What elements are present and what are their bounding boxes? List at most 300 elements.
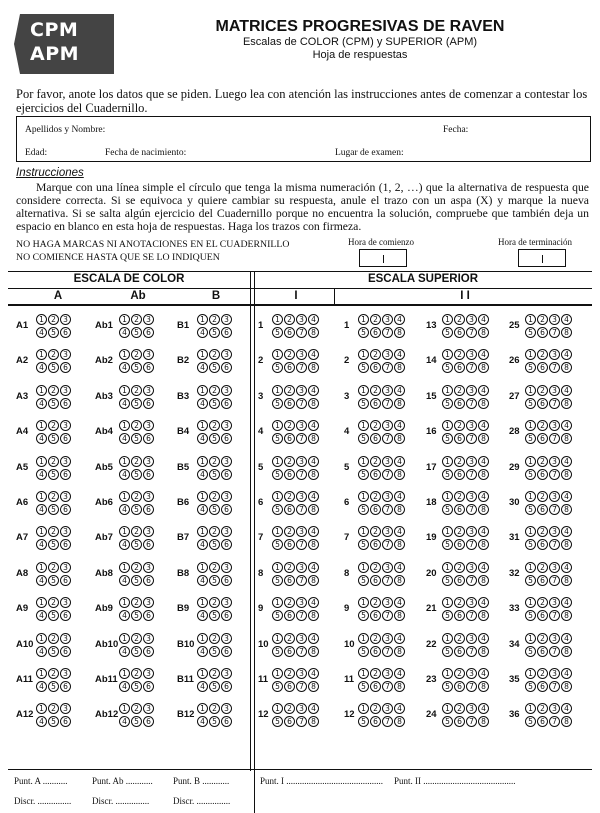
option-bubble[interactable]: 1 <box>272 491 283 502</box>
option-bubble[interactable]: 8 <box>394 469 405 480</box>
option-bubble[interactable]: 1 <box>525 456 536 467</box>
option-bubble[interactable]: 4 <box>197 681 208 692</box>
option-bubble[interactable]: 2 <box>537 420 548 431</box>
option-bubble[interactable]: 2 <box>454 456 465 467</box>
option-bubble[interactable]: 4 <box>561 562 572 573</box>
option-bubble[interactable]: 1 <box>119 420 130 431</box>
option-bubble[interactable]: 5 <box>525 469 536 480</box>
option-bubble[interactable]: 1 <box>442 456 453 467</box>
option-bubble[interactable]: 2 <box>209 633 220 644</box>
option-bubble[interactable]: 3 <box>382 526 393 537</box>
option-bubble[interactable]: 7 <box>549 539 560 550</box>
option-bubble[interactable]: 2 <box>131 633 142 644</box>
option-bubble[interactable]: 4 <box>561 668 572 679</box>
option-bubble[interactable]: 6 <box>370 646 381 657</box>
option-bubble[interactable]: 6 <box>60 362 71 373</box>
option-bubble[interactable]: 2 <box>537 526 548 537</box>
option-bubble[interactable]: 3 <box>466 526 477 537</box>
option-bubble[interactable]: 4 <box>561 456 572 467</box>
option-bubble[interactable]: 3 <box>60 703 71 714</box>
option-bubble[interactable]: 1 <box>358 385 369 396</box>
option-bubble[interactable]: 6 <box>60 716 71 727</box>
option-bubble[interactable]: 3 <box>382 420 393 431</box>
option-bubble[interactable]: 4 <box>197 504 208 515</box>
option-bubble[interactable]: 1 <box>119 314 130 325</box>
option-bubble[interactable]: 3 <box>296 597 307 608</box>
option-bubble[interactable]: 4 <box>36 681 47 692</box>
option-bubble[interactable]: 2 <box>537 562 548 573</box>
option-bubble[interactable]: 3 <box>466 562 477 573</box>
option-bubble[interactable]: 4 <box>561 385 572 396</box>
option-bubble[interactable]: 2 <box>284 314 295 325</box>
option-bubble[interactable]: 5 <box>131 716 142 727</box>
option-bubble[interactable]: 6 <box>143 327 154 338</box>
option-bubble[interactable]: 6 <box>370 575 381 586</box>
option-bubble[interactable]: 1 <box>197 491 208 502</box>
option-bubble[interactable]: 6 <box>221 610 232 621</box>
option-bubble[interactable]: 2 <box>454 668 465 679</box>
option-bubble[interactable]: 1 <box>197 456 208 467</box>
option-bubble[interactable]: 4 <box>394 668 405 679</box>
option-bubble[interactable]: 8 <box>394 504 405 515</box>
option-bubble[interactable]: 5 <box>48 681 59 692</box>
option-bubble[interactable]: 1 <box>525 633 536 644</box>
option-bubble[interactable]: 1 <box>36 420 47 431</box>
option-bubble[interactable]: 5 <box>358 433 369 444</box>
option-bubble[interactable]: 3 <box>549 314 560 325</box>
option-bubble[interactable]: 1 <box>197 349 208 360</box>
option-bubble[interactable]: 6 <box>284 575 295 586</box>
option-bubble[interactable]: 1 <box>525 314 536 325</box>
option-bubble[interactable]: 6 <box>143 681 154 692</box>
option-bubble[interactable]: 7 <box>466 575 477 586</box>
option-bubble[interactable]: 5 <box>525 327 536 338</box>
option-bubble[interactable]: 7 <box>296 681 307 692</box>
option-bubble[interactable]: 8 <box>308 575 319 586</box>
option-bubble[interactable]: 2 <box>454 349 465 360</box>
option-bubble[interactable]: 1 <box>442 385 453 396</box>
option-bubble[interactable]: 3 <box>296 491 307 502</box>
option-bubble[interactable]: 2 <box>370 385 381 396</box>
option-bubble[interactable]: 7 <box>549 646 560 657</box>
option-bubble[interactable]: 5 <box>525 398 536 409</box>
option-bubble[interactable]: 7 <box>549 716 560 727</box>
option-bubble[interactable]: 8 <box>561 504 572 515</box>
option-bubble[interactable]: 4 <box>478 526 489 537</box>
option-bubble[interactable]: 5 <box>272 433 283 444</box>
option-bubble[interactable]: 5 <box>131 433 142 444</box>
option-bubble[interactable]: 5 <box>48 398 59 409</box>
option-bubble[interactable]: 6 <box>454 469 465 480</box>
option-bubble[interactable]: 1 <box>358 633 369 644</box>
option-bubble[interactable]: 2 <box>131 668 142 679</box>
option-bubble[interactable]: 4 <box>561 420 572 431</box>
option-bubble[interactable]: 4 <box>36 610 47 621</box>
option-bubble[interactable]: 1 <box>442 633 453 644</box>
option-bubble[interactable]: 4 <box>394 633 405 644</box>
option-bubble[interactable]: 1 <box>525 562 536 573</box>
option-bubble[interactable]: 3 <box>143 314 154 325</box>
option-bubble[interactable]: 1 <box>272 314 283 325</box>
option-bubble[interactable]: 7 <box>296 504 307 515</box>
option-bubble[interactable]: 1 <box>119 668 130 679</box>
option-bubble[interactable]: 2 <box>48 597 59 608</box>
option-bubble[interactable]: 5 <box>358 539 369 550</box>
option-bubble[interactable]: 4 <box>36 646 47 657</box>
option-bubble[interactable]: 5 <box>209 575 220 586</box>
option-bubble[interactable]: 4 <box>197 610 208 621</box>
option-bubble[interactable]: 7 <box>296 575 307 586</box>
option-bubble[interactable]: 6 <box>143 469 154 480</box>
option-bubble[interactable]: 2 <box>284 349 295 360</box>
option-bubble[interactable]: 6 <box>454 646 465 657</box>
option-bubble[interactable]: 1 <box>525 491 536 502</box>
option-bubble[interactable]: 2 <box>370 420 381 431</box>
option-bubble[interactable]: 2 <box>370 633 381 644</box>
option-bubble[interactable]: 1 <box>36 668 47 679</box>
option-bubble[interactable]: 2 <box>537 703 548 714</box>
option-bubble[interactable]: 5 <box>525 362 536 373</box>
option-bubble[interactable]: 7 <box>549 362 560 373</box>
option-bubble[interactable]: 5 <box>358 681 369 692</box>
option-bubble[interactable]: 5 <box>48 539 59 550</box>
option-bubble[interactable]: 3 <box>143 491 154 502</box>
option-bubble[interactable]: 2 <box>284 456 295 467</box>
option-bubble[interactable]: 5 <box>358 646 369 657</box>
option-bubble[interactable]: 5 <box>442 327 453 338</box>
option-bubble[interactable]: 7 <box>296 362 307 373</box>
option-bubble[interactable]: 6 <box>284 469 295 480</box>
option-bubble[interactable]: 2 <box>131 526 142 537</box>
option-bubble[interactable]: 2 <box>209 314 220 325</box>
option-bubble[interactable]: 1 <box>119 456 130 467</box>
option-bubble[interactable]: 3 <box>221 597 232 608</box>
option-bubble[interactable]: 1 <box>119 562 130 573</box>
option-bubble[interactable]: 4 <box>561 526 572 537</box>
option-bubble[interactable]: 3 <box>549 349 560 360</box>
option-bubble[interactable]: 7 <box>382 610 393 621</box>
option-bubble[interactable]: 3 <box>221 385 232 396</box>
option-bubble[interactable]: 8 <box>308 610 319 621</box>
option-bubble[interactable]: 4 <box>36 539 47 550</box>
option-bubble[interactable]: 6 <box>537 646 548 657</box>
option-bubble[interactable]: 5 <box>209 504 220 515</box>
option-bubble[interactable]: 4 <box>478 385 489 396</box>
option-bubble[interactable]: 5 <box>442 433 453 444</box>
option-bubble[interactable]: 4 <box>119 327 130 338</box>
option-bubble[interactable]: 5 <box>358 362 369 373</box>
option-bubble[interactable]: 3 <box>143 633 154 644</box>
option-bubble[interactable]: 7 <box>296 469 307 480</box>
option-bubble[interactable]: 3 <box>382 633 393 644</box>
option-bubble[interactable]: 8 <box>308 504 319 515</box>
option-bubble[interactable]: 4 <box>478 703 489 714</box>
option-bubble[interactable]: 3 <box>221 562 232 573</box>
option-bubble[interactable]: 1 <box>525 668 536 679</box>
option-bubble[interactable]: 4 <box>394 703 405 714</box>
option-bubble[interactable]: 1 <box>272 668 283 679</box>
option-bubble[interactable]: 4 <box>561 703 572 714</box>
option-bubble[interactable]: 2 <box>209 668 220 679</box>
option-bubble[interactable]: 8 <box>394 575 405 586</box>
option-bubble[interactable]: 7 <box>382 398 393 409</box>
option-bubble[interactable]: 3 <box>60 633 71 644</box>
option-bubble[interactable]: 6 <box>454 539 465 550</box>
option-bubble[interactable]: 7 <box>466 398 477 409</box>
option-bubble[interactable]: 6 <box>221 327 232 338</box>
option-bubble[interactable]: 5 <box>272 539 283 550</box>
option-bubble[interactable]: 5 <box>48 575 59 586</box>
option-bubble[interactable]: 1 <box>119 703 130 714</box>
option-bubble[interactable]: 5 <box>272 681 283 692</box>
option-bubble[interactable]: 2 <box>454 633 465 644</box>
option-bubble[interactable]: 4 <box>478 597 489 608</box>
option-bubble[interactable]: 3 <box>221 349 232 360</box>
option-bubble[interactable]: 6 <box>537 539 548 550</box>
option-bubble[interactable]: 6 <box>370 398 381 409</box>
option-bubble[interactable]: 2 <box>537 456 548 467</box>
option-bubble[interactable]: 3 <box>549 456 560 467</box>
option-bubble[interactable]: 6 <box>143 362 154 373</box>
option-bubble[interactable]: 6 <box>537 433 548 444</box>
option-bubble[interactable]: 1 <box>442 597 453 608</box>
option-bubble[interactable]: 2 <box>370 703 381 714</box>
option-bubble[interactable]: 3 <box>549 420 560 431</box>
option-bubble[interactable]: 5 <box>272 610 283 621</box>
option-bubble[interactable]: 6 <box>143 433 154 444</box>
option-bubble[interactable]: 4 <box>197 716 208 727</box>
option-bubble[interactable]: 3 <box>143 420 154 431</box>
option-bubble[interactable]: 4 <box>561 491 572 502</box>
option-bubble[interactable]: 8 <box>561 433 572 444</box>
option-bubble[interactable]: 6 <box>221 646 232 657</box>
option-bubble[interactable]: 1 <box>442 562 453 573</box>
option-bubble[interactable]: 1 <box>358 703 369 714</box>
option-bubble[interactable]: 8 <box>561 469 572 480</box>
option-bubble[interactable]: 3 <box>466 668 477 679</box>
option-bubble[interactable]: 4 <box>36 433 47 444</box>
option-bubble[interactable]: 4 <box>119 362 130 373</box>
option-bubble[interactable]: 8 <box>478 575 489 586</box>
option-bubble[interactable]: 2 <box>209 420 220 431</box>
option-bubble[interactable]: 1 <box>119 349 130 360</box>
option-bubble[interactable]: 5 <box>131 362 142 373</box>
option-bubble[interactable]: 3 <box>296 668 307 679</box>
option-bubble[interactable]: 7 <box>382 469 393 480</box>
option-bubble[interactable]: 4 <box>308 420 319 431</box>
option-bubble[interactable]: 1 <box>197 526 208 537</box>
option-bubble[interactable]: 5 <box>525 716 536 727</box>
option-bubble[interactable]: 4 <box>478 314 489 325</box>
option-bubble[interactable]: 8 <box>394 646 405 657</box>
option-bubble[interactable]: 3 <box>296 633 307 644</box>
option-bubble[interactable]: 5 <box>209 327 220 338</box>
option-bubble[interactable]: 4 <box>119 681 130 692</box>
option-bubble[interactable]: 1 <box>358 420 369 431</box>
option-bubble[interactable]: 2 <box>370 349 381 360</box>
option-bubble[interactable]: 4 <box>394 349 405 360</box>
option-bubble[interactable]: 5 <box>272 504 283 515</box>
option-bubble[interactable]: 4 <box>478 491 489 502</box>
option-bubble[interactable]: 3 <box>296 562 307 573</box>
option-bubble[interactable]: 7 <box>466 716 477 727</box>
option-bubble[interactable]: 6 <box>454 716 465 727</box>
option-bubble[interactable]: 1 <box>358 526 369 537</box>
option-bubble[interactable]: 7 <box>549 575 560 586</box>
option-bubble[interactable]: 3 <box>466 597 477 608</box>
option-bubble[interactable]: 1 <box>272 562 283 573</box>
option-bubble[interactable]: 1 <box>358 314 369 325</box>
option-bubble[interactable]: 4 <box>308 491 319 502</box>
option-bubble[interactable]: 8 <box>308 327 319 338</box>
option-bubble[interactable]: 7 <box>466 327 477 338</box>
option-bubble[interactable]: 4 <box>197 362 208 373</box>
option-bubble[interactable]: 5 <box>131 610 142 621</box>
option-bubble[interactable]: 3 <box>466 633 477 644</box>
option-bubble[interactable]: 3 <box>296 385 307 396</box>
option-bubble[interactable]: 5 <box>209 646 220 657</box>
option-bubble[interactable]: 6 <box>221 575 232 586</box>
option-bubble[interactable]: 1 <box>358 597 369 608</box>
option-bubble[interactable]: 5 <box>442 469 453 480</box>
option-bubble[interactable]: 2 <box>131 349 142 360</box>
option-bubble[interactable]: 3 <box>143 703 154 714</box>
option-bubble[interactable]: 2 <box>370 562 381 573</box>
option-bubble[interactable]: 6 <box>370 433 381 444</box>
option-bubble[interactable]: 5 <box>525 646 536 657</box>
option-bubble[interactable]: 3 <box>221 668 232 679</box>
option-bubble[interactable]: 5 <box>525 433 536 444</box>
option-bubble[interactable]: 5 <box>48 469 59 480</box>
option-bubble[interactable]: 7 <box>296 433 307 444</box>
option-bubble[interactable]: 3 <box>143 456 154 467</box>
option-bubble[interactable]: 6 <box>284 681 295 692</box>
option-bubble[interactable]: 2 <box>131 420 142 431</box>
option-bubble[interactable]: 4 <box>308 597 319 608</box>
option-bubble[interactable]: 2 <box>537 668 548 679</box>
start-time-box[interactable] <box>359 249 407 267</box>
option-bubble[interactable]: 1 <box>442 491 453 502</box>
option-bubble[interactable]: 1 <box>119 491 130 502</box>
option-bubble[interactable]: 4 <box>308 385 319 396</box>
option-bubble[interactable]: 8 <box>561 716 572 727</box>
option-bubble[interactable]: 8 <box>394 539 405 550</box>
option-bubble[interactable]: 2 <box>537 349 548 360</box>
option-bubble[interactable]: 3 <box>221 526 232 537</box>
option-bubble[interactable]: 5 <box>442 716 453 727</box>
option-bubble[interactable]: 6 <box>284 539 295 550</box>
option-bubble[interactable]: 8 <box>478 716 489 727</box>
option-bubble[interactable]: 5 <box>209 610 220 621</box>
option-bubble[interactable]: 6 <box>284 433 295 444</box>
option-bubble[interactable]: 8 <box>478 646 489 657</box>
option-bubble[interactable]: 3 <box>382 491 393 502</box>
option-bubble[interactable]: 2 <box>131 314 142 325</box>
option-bubble[interactable]: 5 <box>442 610 453 621</box>
option-bubble[interactable]: 8 <box>561 610 572 621</box>
option-bubble[interactable]: 5 <box>131 398 142 409</box>
option-bubble[interactable]: 6 <box>60 469 71 480</box>
option-bubble[interactable]: 1 <box>197 597 208 608</box>
option-bubble[interactable]: 4 <box>394 526 405 537</box>
option-bubble[interactable]: 2 <box>284 526 295 537</box>
option-bubble[interactable]: 2 <box>209 349 220 360</box>
option-bubble[interactable]: 8 <box>308 681 319 692</box>
option-bubble[interactable]: 3 <box>549 562 560 573</box>
option-bubble[interactable]: 3 <box>143 526 154 537</box>
option-bubble[interactable]: 1 <box>272 526 283 537</box>
option-bubble[interactable]: 2 <box>131 385 142 396</box>
option-bubble[interactable]: 2 <box>209 385 220 396</box>
option-bubble[interactable]: 1 <box>197 668 208 679</box>
option-bubble[interactable]: 2 <box>537 385 548 396</box>
option-bubble[interactable]: 2 <box>48 420 59 431</box>
option-bubble[interactable]: 2 <box>537 633 548 644</box>
option-bubble[interactable]: 4 <box>478 349 489 360</box>
option-bubble[interactable]: 7 <box>382 681 393 692</box>
option-bubble[interactable]: 5 <box>525 539 536 550</box>
option-bubble[interactable]: 8 <box>478 539 489 550</box>
option-bubble[interactable]: 6 <box>221 681 232 692</box>
option-bubble[interactable]: 6 <box>370 362 381 373</box>
option-bubble[interactable]: 3 <box>549 526 560 537</box>
option-bubble[interactable]: 2 <box>284 597 295 608</box>
option-bubble[interactable]: 5 <box>48 646 59 657</box>
option-bubble[interactable]: 7 <box>382 327 393 338</box>
option-bubble[interactable]: 6 <box>284 504 295 515</box>
option-bubble[interactable]: 2 <box>454 703 465 714</box>
option-bubble[interactable]: 6 <box>454 433 465 444</box>
option-bubble[interactable]: 7 <box>549 469 560 480</box>
option-bubble[interactable]: 3 <box>221 491 232 502</box>
option-bubble[interactable]: 5 <box>131 539 142 550</box>
option-bubble[interactable]: 3 <box>143 597 154 608</box>
option-bubble[interactable]: 2 <box>131 703 142 714</box>
option-bubble[interactable]: 6 <box>221 539 232 550</box>
option-bubble[interactable]: 4 <box>478 420 489 431</box>
option-bubble[interactable]: 5 <box>131 681 142 692</box>
option-bubble[interactable]: 3 <box>382 562 393 573</box>
option-bubble[interactable]: 2 <box>284 703 295 714</box>
option-bubble[interactable]: 2 <box>454 526 465 537</box>
option-bubble[interactable]: 3 <box>143 668 154 679</box>
option-bubble[interactable]: 6 <box>221 504 232 515</box>
option-bubble[interactable]: 8 <box>561 327 572 338</box>
option-bubble[interactable]: 4 <box>36 504 47 515</box>
option-bubble[interactable]: 2 <box>454 385 465 396</box>
option-bubble[interactable]: 6 <box>221 469 232 480</box>
option-bubble[interactable]: 5 <box>272 362 283 373</box>
option-bubble[interactable]: 3 <box>382 456 393 467</box>
option-bubble[interactable]: 1 <box>442 703 453 714</box>
option-bubble[interactable]: 4 <box>197 575 208 586</box>
option-bubble[interactable]: 6 <box>537 469 548 480</box>
option-bubble[interactable]: 4 <box>308 562 319 573</box>
option-bubble[interactable]: 8 <box>394 327 405 338</box>
option-bubble[interactable]: 2 <box>48 562 59 573</box>
option-bubble[interactable]: 4 <box>119 646 130 657</box>
option-bubble[interactable]: 2 <box>48 349 59 360</box>
option-bubble[interactable]: 1 <box>119 633 130 644</box>
option-bubble[interactable]: 6 <box>143 539 154 550</box>
option-bubble[interactable]: 2 <box>370 491 381 502</box>
option-bubble[interactable]: 5 <box>525 681 536 692</box>
option-bubble[interactable]: 3 <box>60 597 71 608</box>
option-bubble[interactable]: 8 <box>394 433 405 444</box>
option-bubble[interactable]: 3 <box>60 526 71 537</box>
option-bubble[interactable]: 8 <box>478 398 489 409</box>
option-bubble[interactable]: 5 <box>358 610 369 621</box>
